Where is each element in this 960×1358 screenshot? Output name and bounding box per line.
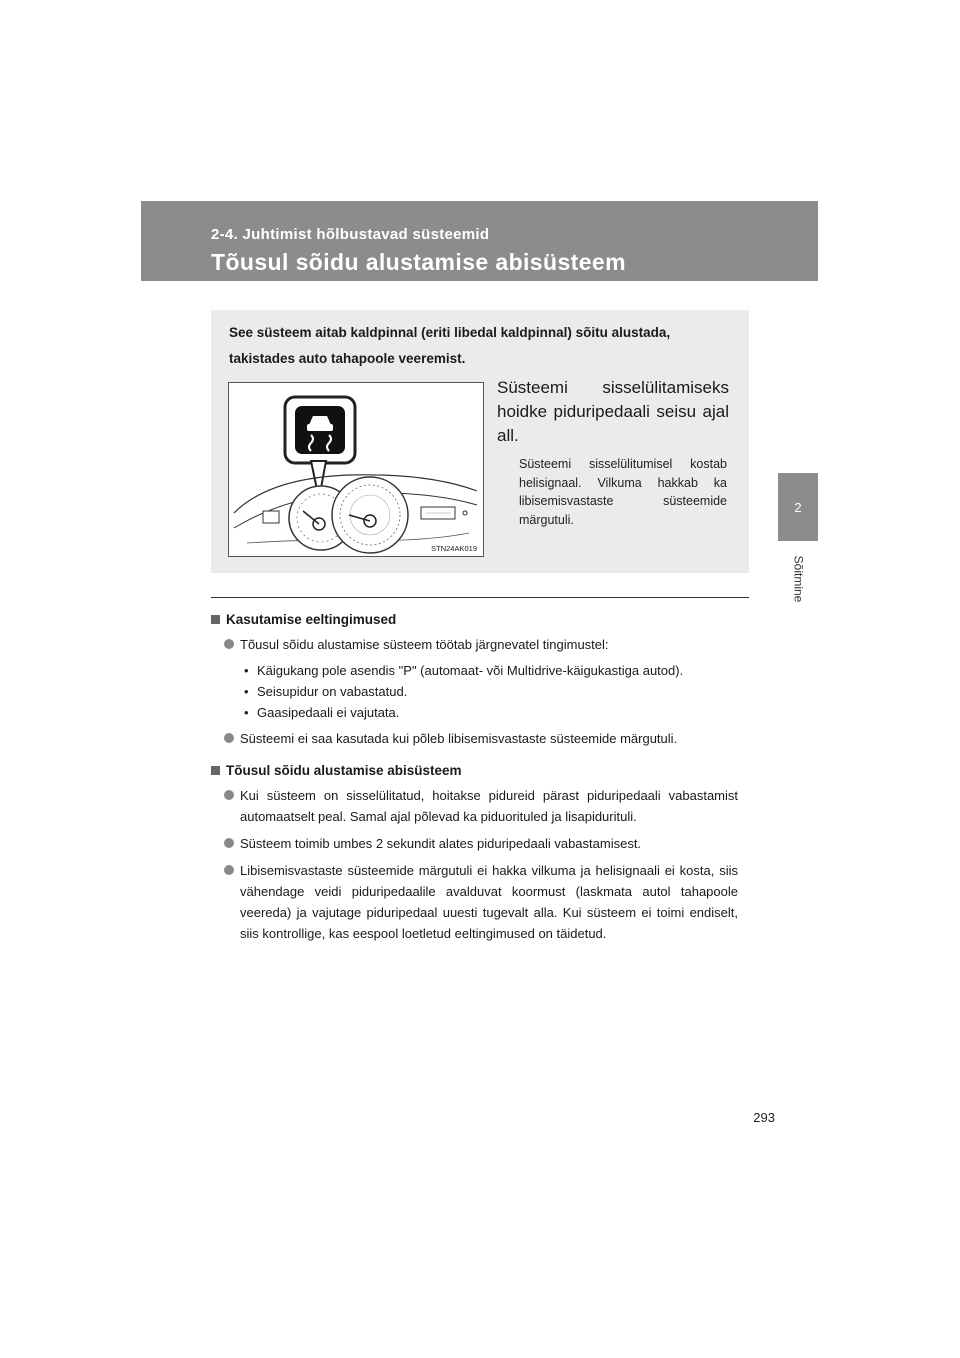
step-note: Süsteemi sisselülitumisel kostab helisignaal. Vilkuma hakkab ka libisemisvastaste süsteemide märgutuli. (519, 457, 727, 527)
figure-code: STN24AK019 (431, 544, 477, 553)
intro-text: See süsteem aitab kaldpinnal (eriti libedal kaldpinnal) sõitu alustada, takistades auto tahapoole veeremist. (229, 325, 671, 366)
round-bullet-icon (224, 639, 234, 649)
chapter-label-text: Sõitmine (791, 555, 805, 603)
list-item (211, 634, 738, 655)
section-heading-conditions (211, 612, 738, 627)
square-bullet-icon (211, 615, 220, 624)
sub-list-item-text: Seisupidur on vabastatud. (257, 684, 408, 699)
instrument-cluster-figure (228, 382, 484, 557)
sub-bullet-icon: • (244, 684, 249, 699)
chapter-tab[interactable] (778, 473, 818, 541)
step-instruction: Süsteemi sisselülitamiseks hoidke piduripedaali seisu ajal all. (497, 378, 729, 445)
intro-box (211, 310, 749, 573)
sub-list-item (211, 661, 738, 681)
sub-list-item (211, 682, 738, 702)
section-heading-text: Kasutamise eeltingimused (226, 612, 397, 627)
sub-list-item-text: Gaasipedaali ei vajutata. (257, 705, 400, 720)
sub-list-item (211, 703, 738, 723)
section-heading-assist (211, 763, 738, 778)
slip-indicator-icon (285, 397, 355, 499)
list-item (211, 785, 738, 827)
divider (211, 597, 749, 598)
round-bullet-icon (224, 733, 234, 743)
content (211, 612, 738, 950)
sub-list-item-text: Käigukang pole asendis "P" (automaat- või Multidrive-käigukastiga autod). (257, 663, 684, 678)
list-item-text: Kui süsteem on sisselülitatud, hoitakse pidureid pärast piduripedaali vabastamist automaatselt peal. Samal ajal põlevad ka piduorituled ja lisapidurituli. (240, 788, 738, 824)
list-item-text: Süsteem toimib umbes 2 sekundit alates piduripedaali vabastamisest. (240, 836, 642, 851)
list-item (211, 860, 738, 944)
chapter-number: 2 (794, 499, 802, 515)
section-heading-text: Tõusul sõidu alustamise abisüsteem (226, 763, 462, 778)
round-bullet-icon (224, 790, 234, 800)
list-item-text: Libisemisvastaste süsteemide märgutuli ei hakka vilkuma ja helisignaali ei kosta, siis vähendage veidi piduripedaalile avalduvat koormust (laskmata autol tahapoole veereda) ja vajutage piduripedaal uuesti tugevalt alla. Kui süsteem ei toimi endiselt, siis kontrollige, kas eespool loetletud eeltingimused on täidetud. (240, 863, 738, 941)
sub-bullet-icon: • (244, 705, 249, 720)
page-number: 293 (753, 1110, 775, 1125)
page-title: Tõusul sõidu alustamise abisüsteem (211, 249, 626, 275)
sub-bullet-icon: • (244, 663, 249, 678)
header-band (141, 201, 818, 281)
section-label: 2-4. Juhtimist hõlbustavad süsteemid (211, 226, 490, 243)
list-item-text: Süsteemi ei saa kasutada kui põleb libisemisvastaste süsteemide märgutuli. (240, 731, 678, 746)
list-item-text: Tõusul sõidu alustamise süsteem töötab järgnevatel tingimustel: (240, 637, 609, 652)
round-bullet-icon (224, 838, 234, 848)
round-bullet-icon (224, 865, 234, 875)
list-item (211, 833, 738, 854)
chapter-label (771, 548, 825, 610)
list-item (211, 728, 738, 749)
instrument-cluster-drawing (229, 383, 483, 556)
square-bullet-icon (211, 766, 220, 775)
